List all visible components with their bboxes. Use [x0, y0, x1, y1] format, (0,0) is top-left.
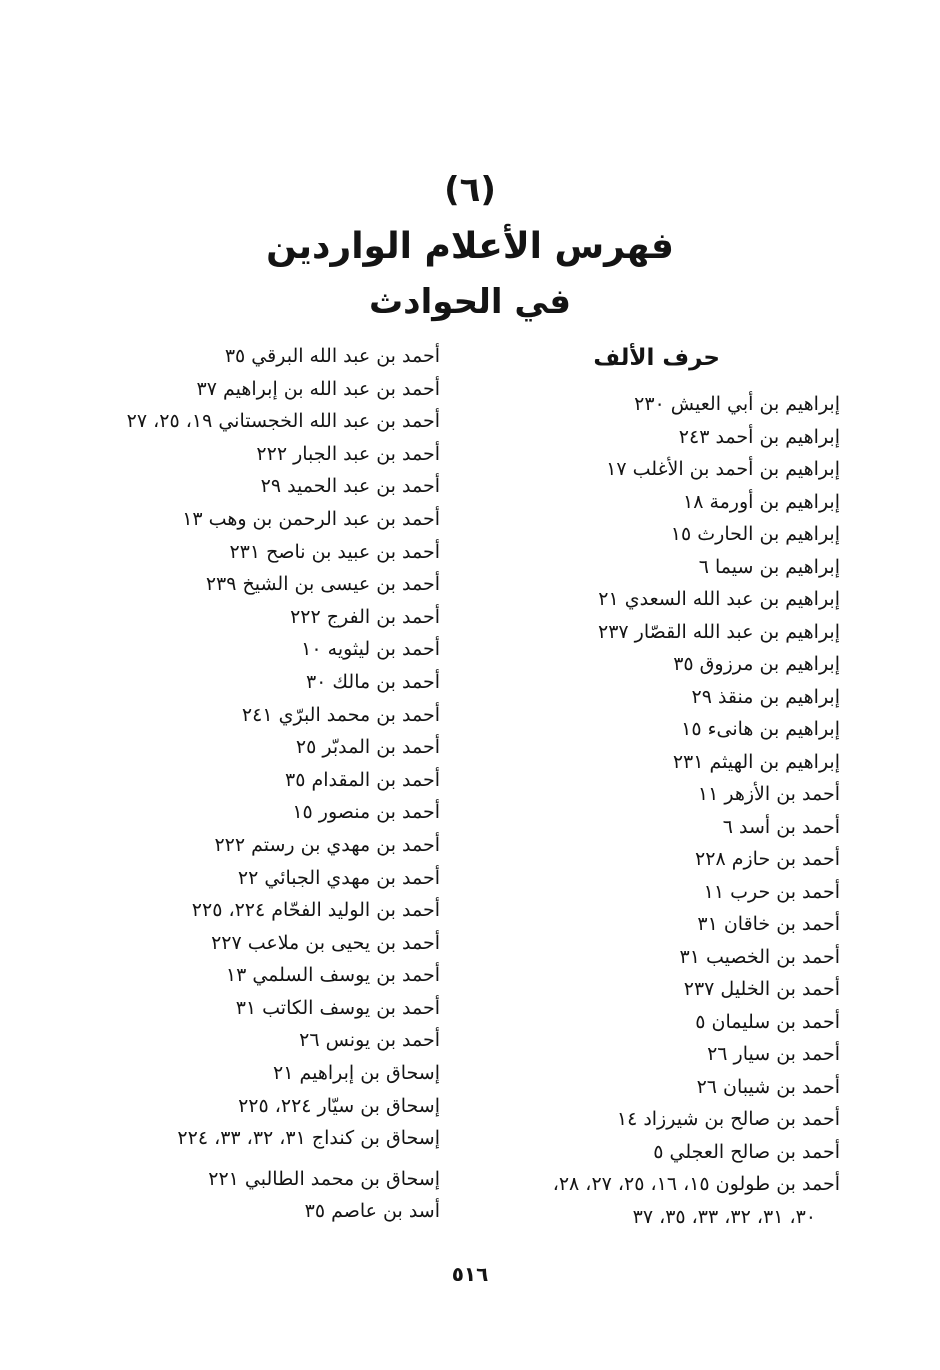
- index-entry: أسد بن عاصم ٣٥: [304, 1200, 440, 1223]
- index-entry: أحمد بن مهدي بن رستم ٢٢٢: [214, 833, 440, 856]
- index-entry: أحمد بن خاقان ٣١: [697, 913, 840, 935]
- index-entry: إبراهيم بن الحارث ١٥: [670, 523, 840, 545]
- index-entry: أحمد بن محمد البرّي ٢٤١: [241, 703, 440, 726]
- index-entry: أحمد بن ليثويه ١٠: [301, 638, 440, 661]
- index-entry: إبراهيم بن الهيثم ٢٣١: [672, 750, 840, 773]
- index-entry: إبراهيم بن مرزوق ٣٥: [673, 653, 840, 675]
- index-entry: أحمد بن يونس ٢٦: [299, 1029, 440, 1052]
- index-entry: إسحاق بن محمد الطالبي ٢٢١: [208, 1167, 440, 1190]
- index-entry: إبراهيم بن منقذ ٢٩: [691, 685, 840, 708]
- index-entry: أحمد بن سيار ٢٦: [707, 1043, 840, 1065]
- index-entry: أحمد بن حرب ١١: [703, 880, 840, 903]
- index-entry: إسحاق بن كنداج ٣١، ٣٢، ٣٣، ٢٢٤: [177, 1127, 440, 1150]
- page-title: فهرس الأعلام الواردين: [266, 226, 674, 267]
- index-entry: إبراهيم بن عبد الله القصّار ٢٣٧: [597, 620, 840, 643]
- index-entry: أحمد بن عبد الرحمن بن وهب ١٣: [182, 507, 440, 530]
- index-entry: أحمد بن منصور ١٥: [292, 801, 440, 824]
- index-entry: أحمد بن الأزهر ١١: [697, 783, 840, 805]
- index-entry: أحمد بن المدبّر ٢٥: [295, 736, 440, 759]
- index-entry: إسحاق بن إبراهيم ٢١: [272, 1062, 440, 1085]
- index-number: (٦): [444, 170, 496, 210]
- index-entry: إبراهيم بن أحمد ٢٤٣: [678, 425, 840, 448]
- index-entry: أحمد بن عيسى بن الشيخ ٢٣٩: [205, 573, 440, 596]
- index-entry: أحمد بن الوليد الفحّام ٢٢٤، ٢٢٥: [191, 899, 440, 922]
- index-entry: أحمد بن عبد الحميد ٢٩: [260, 475, 440, 498]
- index-entry: أحمد بن يحيى بن ملاعب ٢٢٧: [211, 931, 440, 954]
- index-entry: أحمد بن عبد الله الخجستاني ١٩، ٢٥، ٢٧: [126, 410, 440, 433]
- index-entry: أحمد بن الخصيب ٣١: [679, 945, 840, 968]
- index-entry: أحمد بن الخليل ٢٣٧: [683, 978, 840, 1000]
- right-column: [480, 338, 840, 1233]
- index-entry: إبراهيم بن أورمة ١٨: [682, 490, 840, 513]
- index-entry: أحمد بن يوسف الكاتب ٣١: [235, 996, 440, 1019]
- index-entry: إسحاق بن سيّار ٢٢٤، ٢٢٥: [238, 1094, 440, 1117]
- index-entry: إبراهيم بن سيما ٦: [698, 555, 840, 578]
- index-entry: أحمد بن حازم ٢٢٨: [695, 848, 840, 870]
- index-entry: أحمد بن سليمان ٥: [695, 1010, 840, 1033]
- index-entry: إبراهيم بن أبي العيش ٢٣٠: [634, 393, 840, 415]
- index-entry: أحمد بن صالح العجلي ٥: [653, 1140, 840, 1163]
- index-entry: أحمد بن عبد الله بن إبراهيم ٣٧: [196, 377, 440, 400]
- left-column: [60, 340, 440, 1228]
- page-subtitle: في الحوادث: [368, 282, 571, 322]
- page-number: ٥١٦: [451, 1262, 489, 1286]
- index-entry: أحمد بن مهدي الجبائي ٢٢: [237, 866, 440, 889]
- index-entry: أحمد بن يوسف السلمي ١٣: [225, 964, 440, 987]
- index-entry-continuation: ٣٠، ٣١، ٣٢، ٣٣، ٣٥، ٣٧: [632, 1205, 816, 1228]
- index-entry: أحمد بن طولون ١٥، ١٦، ٢٥، ٢٧، ٢٨،: [552, 1173, 840, 1195]
- index-entry: أحمد بن الفرج ٢٢٢: [290, 605, 440, 628]
- index-entry: أحمد بن مالك ٣٠: [305, 670, 440, 693]
- index-entry: أحمد بن شيبان ٢٦: [696, 1075, 840, 1098]
- index-entry: إبراهيم بن أحمد بن الأغلب ١٧: [606, 458, 840, 480]
- index-entry: إبراهيم بن هانىء ١٥: [681, 718, 840, 740]
- index-entry: أحمد بن صالح بن شيرزاد ١٤: [616, 1108, 840, 1130]
- index-entry: أحمد بن عبد الله البرقي ٣٥: [224, 345, 440, 367]
- section-heading: حرف الألف: [593, 345, 720, 371]
- index-entry: أحمد بن أسد ٦: [722, 815, 840, 838]
- index-entry: أحمد بن عبيد بن ناصح ٢٣١: [229, 540, 440, 563]
- index-entry: إبراهيم بن عبد الله السعدي ٢١: [598, 588, 840, 610]
- index-entry: أحمد بن عبد الجبار ٢٢٢: [256, 442, 440, 465]
- index-entry: أحمد بن المقدام ٣٥: [285, 768, 440, 791]
